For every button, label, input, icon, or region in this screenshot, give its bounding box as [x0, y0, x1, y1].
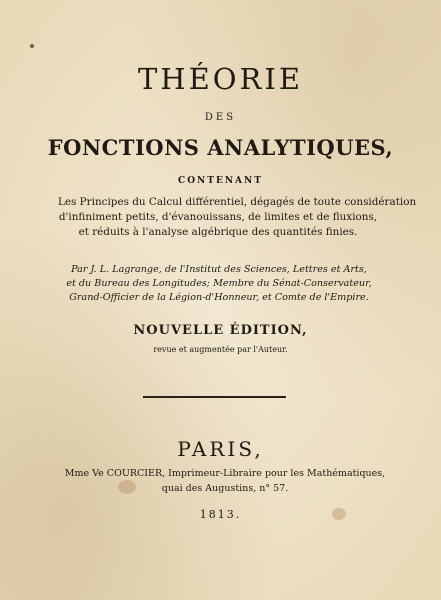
divider-rule: [143, 396, 286, 398]
title-fonctions-analytiques: FONCTIONS ANALYTIQUES,: [47, 135, 394, 160]
publisher-line: Mme Ve COURCIER, Imprimeur-Libraire pour les Mathématiques,: [64, 468, 386, 479]
author-line: Par J. L. Lagrange, de l'Institut des Sciences, Lettres et Arts,: [71, 264, 367, 275]
publisher-line: quai des Augustins, n° 57.: [161, 483, 289, 494]
title-des: DES: [204, 112, 237, 123]
foxing-stain: [30, 44, 34, 48]
principles-text: [58, 195, 417, 240]
edition-note: revue et augmentée par l'Auteur.: [153, 345, 288, 354]
imprint-city: PARIS,: [177, 437, 264, 461]
author-line: Grand-Officier de la Légion-d'Honneur, et Comte de l'Empire.: [69, 292, 369, 303]
author-line: et du Bureau des Longitudes; Membre du Sénat-Conservateur,: [66, 278, 372, 289]
publisher-text: [40, 466, 410, 496]
title-theorie: THÉORIE: [137, 62, 304, 96]
imprint-year: 1813.: [199, 508, 242, 521]
principles-line: d'infiniment petits, d'évanouissans, de limites et de fluxions,: [58, 211, 378, 223]
author-text: [54, 263, 384, 305]
principles-line: et réduits à l'analyse algébrique des quantités finies.: [78, 226, 358, 238]
principles-line: Les Principes du Calcul différentiel, dégagés de toute considération: [58, 196, 417, 208]
contenant-label: CONTENANT: [178, 176, 263, 186]
edition-heading: NOUVELLE ÉDITION,: [133, 323, 308, 338]
